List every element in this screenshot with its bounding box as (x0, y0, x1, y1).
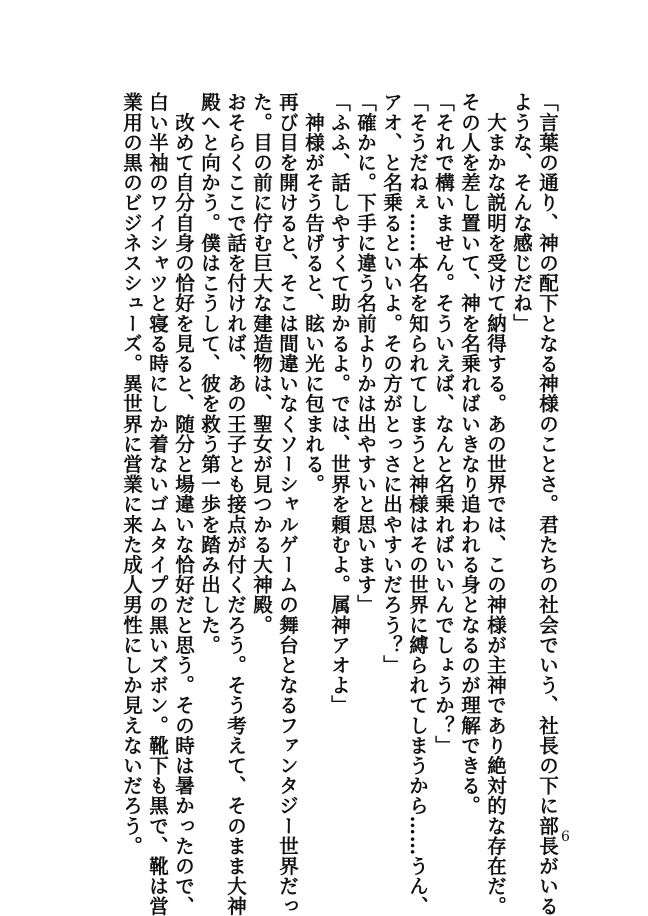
text-line: 改めて自分自身の恰好を見ると、随分と場違いな恰好だと思う。その時は暑かったので、 (172, 92, 195, 916)
text-line: 「ふふ、話しやすくて助かるよ。では、世界を頼むよ。属神アオよ」 (328, 92, 351, 716)
text-line: 白い半袖のワイシャツと寝る時にしか着ないゴムタイプの黒いズボン。靴下も黒で、靴は営 (146, 92, 169, 916)
text-line: 再び目を開けると、そこは間違いなくソーシャルゲームの舞台となるファンタジー世界だっ (276, 92, 299, 916)
text-line: た。目の前に佇む巨大な建造物は、聖女が見つかる大神殿。 (250, 92, 273, 635)
text-line: 「それで構いません。そういえば、なんと名乗ればいいんでしょうか？」 (432, 92, 455, 756)
text-line: 殿へと向かう。僕はこうして、彼を救う第一歩を踏み出した。 (198, 92, 221, 655)
text-line: アオ、と名乗るといいよ。その方がとっさに出やすいだろう？」 (380, 92, 403, 675)
text-line: ような、そんな感じだね」 (510, 92, 533, 334)
text-line: 大まかな説明を受けて納得する。あの世界では、この神様が主神であり絶対的な存在だ。 (484, 92, 507, 916)
text-line: おそらくここで話を付ければ、あの王子とも接点が付くだろう。そう考えて、そのまま大神 (224, 92, 247, 916)
text-line: 「そうだねぇ……本名を知られてしまうと神様はその世界に縛られてしまうから……うん、 (406, 92, 429, 916)
vertical-body-text (118, 92, 560, 916)
text-line: 「言葉の通り、神の配下となる神様のことさ。君たちの社会でいう、社長の下に部長がいる (536, 92, 559, 916)
text-line: 神様がそう告げると、眩い光に包まれる。 (302, 92, 325, 494)
text-line: 業用の黒のビジネスシューズ。異世界に営業に来た成人男性にしか見えないだろう。 (120, 92, 143, 856)
text-line: その人を差し置いて、神を名乗ればいきなり追われる身となるのが理解できる。 (458, 92, 481, 816)
text-line: 「確かに。下手に違う名前よりかは出やすいと思います」 (354, 92, 377, 615)
page-number: 6 (561, 829, 570, 845)
